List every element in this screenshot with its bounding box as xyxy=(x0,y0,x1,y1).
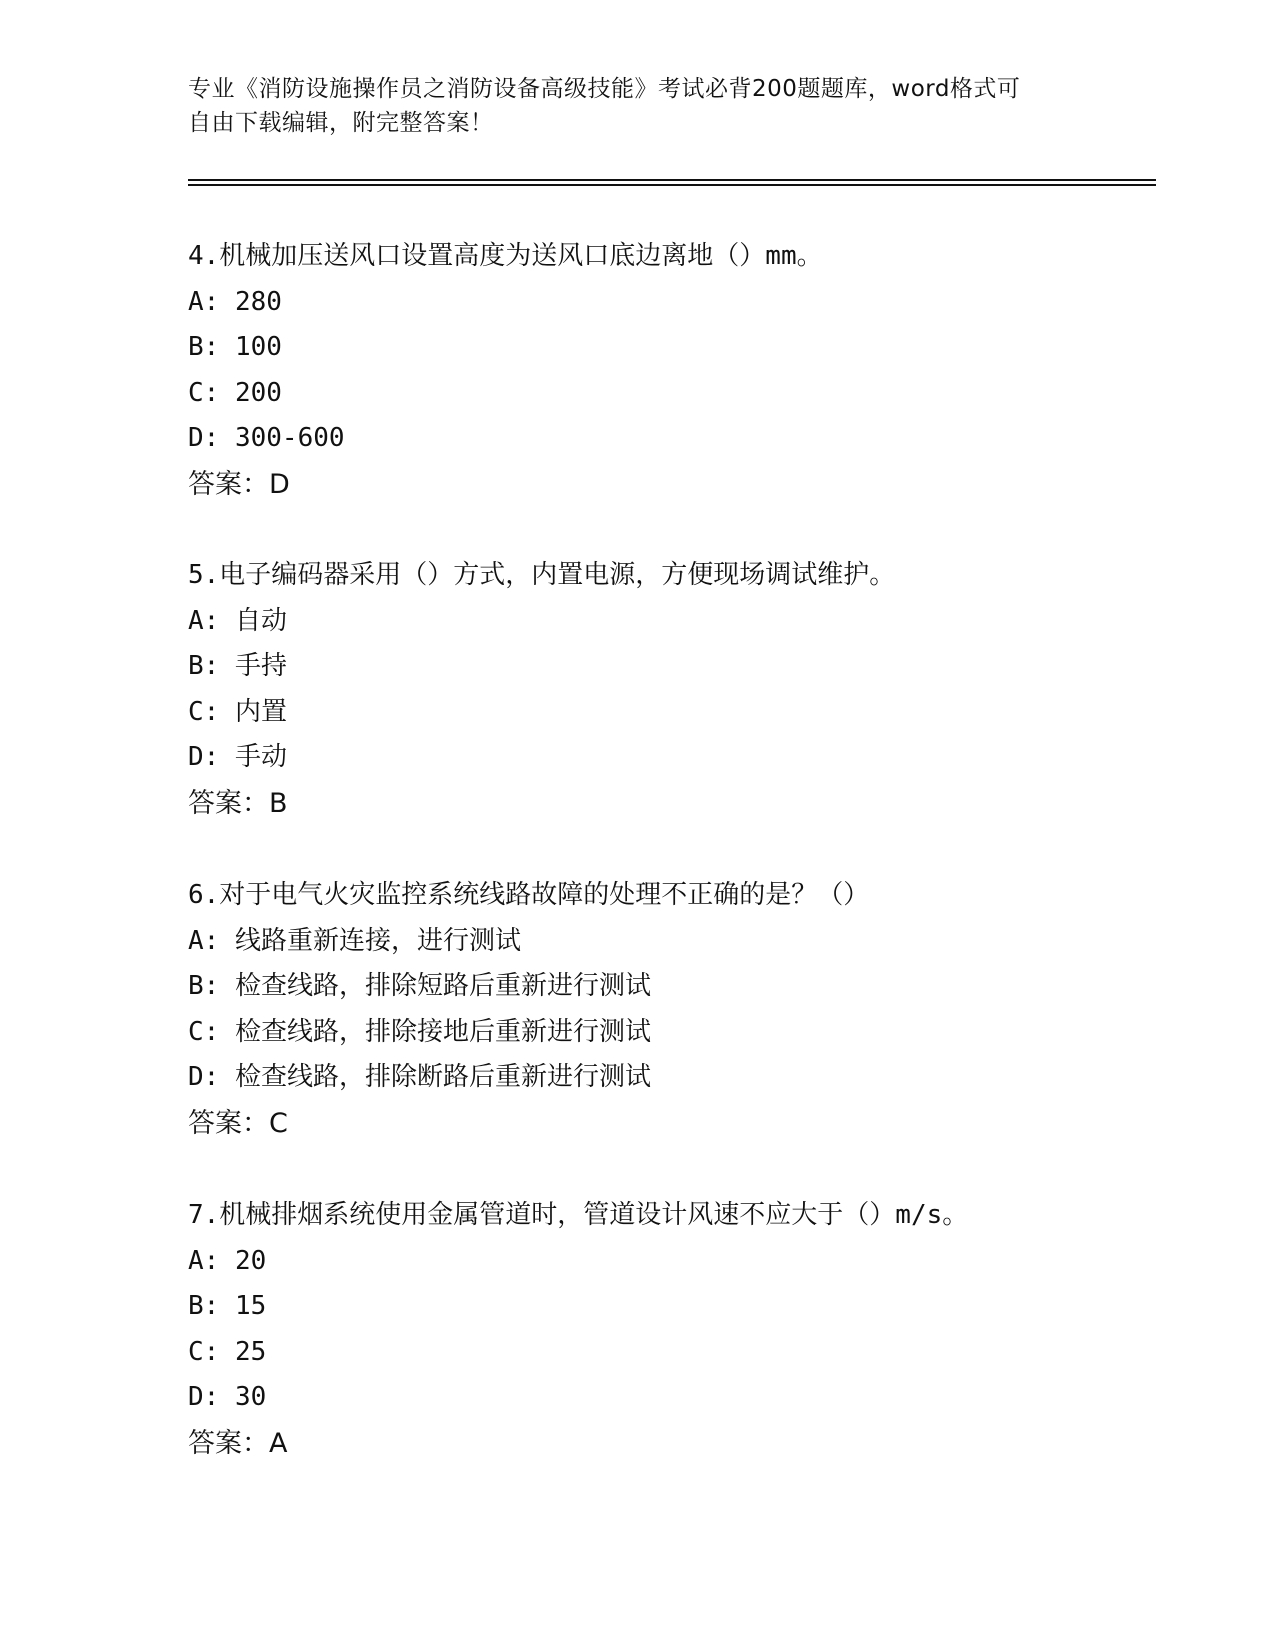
answer: 答案：A xyxy=(188,1427,288,1459)
answer: 答案：C xyxy=(188,1107,288,1139)
option-a: A: 自动 xyxy=(188,605,287,636)
header-line-1: 专业《消防设施操作员之消防设备高级技能》考试必背200题题库，word格式可 xyxy=(188,76,1021,102)
option-c: C: 检查线路，排除接地后重新进行测试 xyxy=(188,1016,651,1047)
option-c: C: 内置 xyxy=(188,696,287,727)
option-b: B: 100 xyxy=(188,332,282,363)
answer: 答案：D xyxy=(188,468,290,500)
question-stem: 6.对于电气火灾监控系统线路故障的处理不正确的是？（） xyxy=(188,880,870,910)
header-line-2: 自由下载编辑，附完整答案！ xyxy=(188,110,494,136)
option-a: A: 280 xyxy=(188,286,282,317)
document-header xyxy=(188,72,1088,140)
option-b: B: 15 xyxy=(188,1291,267,1322)
header-divider-top xyxy=(188,179,1156,181)
question-6 xyxy=(188,873,1188,1147)
question-7 xyxy=(188,1193,1188,1467)
answer: 答案：B xyxy=(188,787,288,819)
question-stem: 4.机械加压送风口设置高度为送风口底边离地（）mm。 xyxy=(188,241,823,271)
option-c: C: 25 xyxy=(188,1336,267,1367)
option-b: B: 手持 xyxy=(188,651,287,682)
header-divider-bottom xyxy=(188,184,1156,186)
option-c: C: 200 xyxy=(188,377,282,408)
option-a: A: 20 xyxy=(188,1245,267,1276)
question-4 xyxy=(188,234,1188,508)
option-d: D: 手动 xyxy=(188,742,287,773)
question-stem: 7.机械排烟系统使用金属管道时，管道设计风速不应大于（）m/s。 xyxy=(188,1200,969,1230)
question-5 xyxy=(188,553,1188,827)
option-b: B: 检查线路，排除短路后重新进行测试 xyxy=(188,971,651,1002)
question-stem: 5.电子编码器采用（）方式，内置电源，方便现场调试维护。 xyxy=(188,560,896,590)
option-a: A: 线路重新连接，进行测试 xyxy=(188,925,521,956)
option-d: D: 30 xyxy=(188,1382,267,1413)
option-d: D: 检查线路，排除断路后重新进行测试 xyxy=(188,1062,651,1093)
option-d: D: 300-600 xyxy=(188,423,345,454)
